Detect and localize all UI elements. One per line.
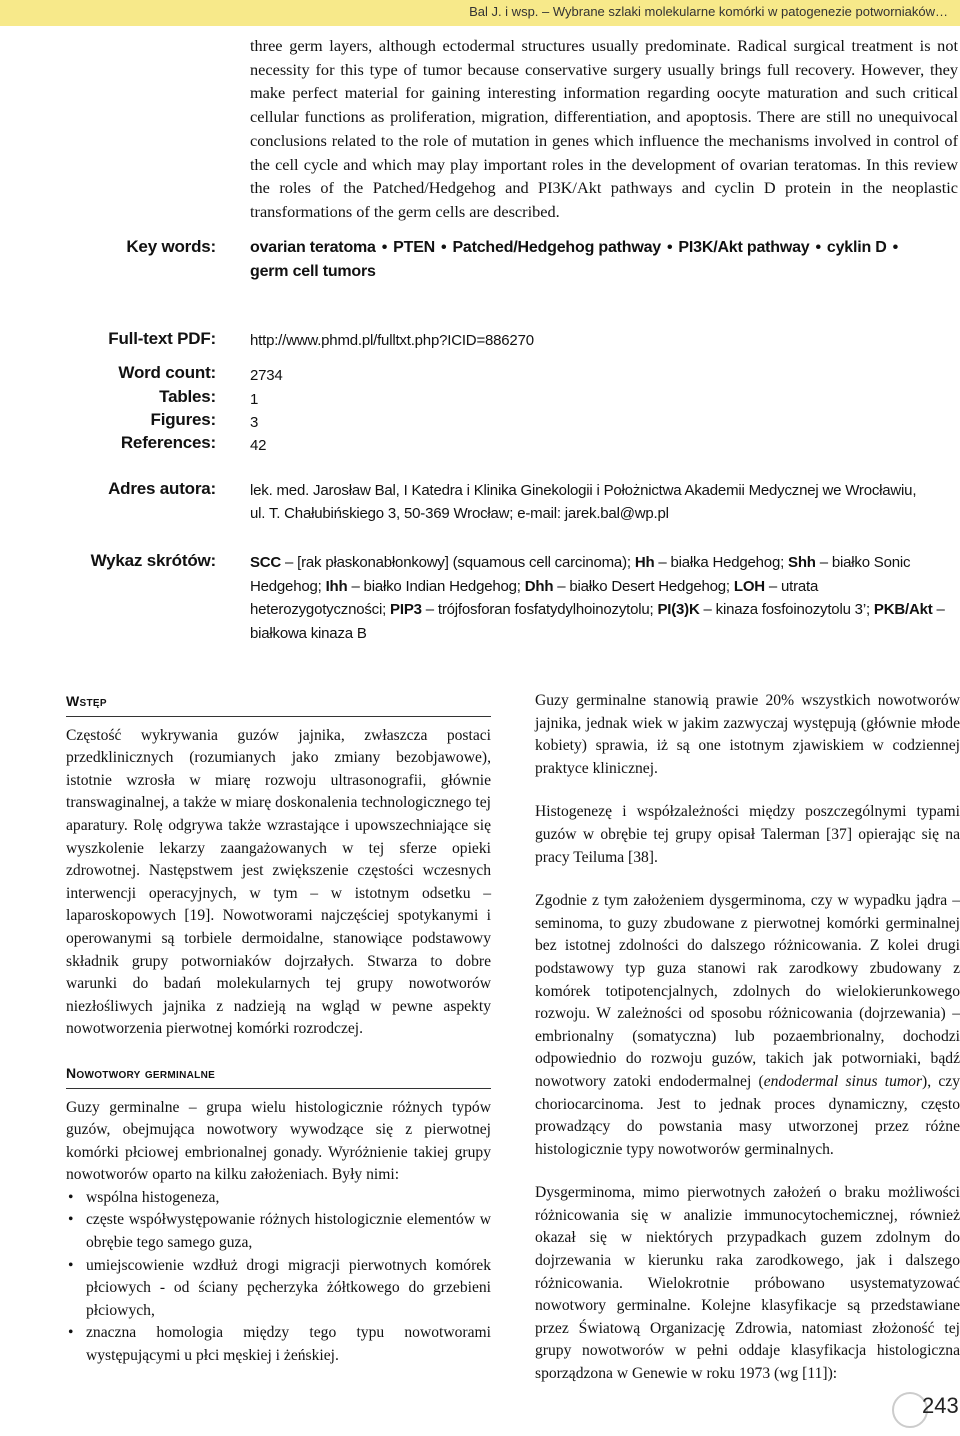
keyword: PI3K/Akt pathway	[678, 239, 810, 256]
abbr-term: PKB/Akt	[873, 601, 933, 618]
list-item: • znaczna homologia między tego typu nowotworami występującymi u płci męskiej i żeńskiej.	[66, 1322, 491, 1367]
abbr-desc: – białko Indian Hedgehog;	[347, 577, 525, 595]
keyword-separator: •	[667, 239, 673, 256]
page-number: 243	[922, 1393, 959, 1418]
list-item: • umiejscowienie wzdłuż drogi migracji pierwotnych komórek płciowych - od ściany pęcherzyka żółtkowego do grzebieni płciowych,	[66, 1255, 491, 1323]
abbr-term: Ihh	[325, 577, 348, 595]
figures-label: Figures:	[150, 410, 216, 429]
abbr-term: PIP3	[390, 601, 422, 618]
author-address	[250, 479, 950, 525]
section-heading-introduction: Wstęp	[66, 690, 491, 717]
references-label: References:	[120, 433, 216, 452]
abbr-desc: – kinaza fosfoinozytolu 3’;	[699, 601, 874, 618]
paragraph-text: Zgodnie z tym założeniem dysgerminoma, czy w wypadku jądra – seminoma, to guzy zbudowane z pierwotnej komórki germinalnej bez istotnej zdolności do dalszego różnicowania. Z kolei drugi podstawowy typ guza stanowi rak zarodkowy zbudowany z komórek totipotencjalnych, zdolnych do wielokierunkowego rozwoju. W zależności od sposobu różnicowania (dojrzewania) – embrionalny (somatyczna) lub pozaembrionalny, dochodzi odpowiednio do rozwoju guzów, takich jak potworniaki, bądź nowotwory zatoki endodermalnej (	[535, 892, 960, 1090]
paragraph: Histogenezę i współzależności między poszczególnymi typami guzów w obrębie tej grupy opisał Talerman [37] opierając się na pracy Teiluma [38].	[535, 803, 960, 866]
paragraph: Dysgerminoma, mimo pierwotnych założeń o braku możliwości różnicowania się w analizie immunocytochemicznej, również okazał się w niektórych przypadkach guzem zdolnym do dojrzewania w kierunku raka zarodkowego, jak i dalszego różnicowania. Wielokrotnie próbowano usystematyzować nowotwory germinalne. Kolejne klasyfikacje są przedstawiane przez Światową Organizację Zdrowia, natomiast złożoność tej grupy nowotworów w pełni oddaje klasyfikacja histologiczna sporządzona w Genewie w roku 1973 (wg [11]):	[535, 1184, 960, 1383]
criteria-list	[66, 1187, 491, 1368]
keyword: PTEN	[393, 239, 436, 256]
keyword: cyklin D	[826, 239, 887, 256]
keyword: germ cell tumors	[250, 263, 376, 280]
keyword-separator: •	[441, 239, 447, 256]
word-count-value: 2734	[250, 367, 283, 384]
keyword-separator: •	[892, 239, 899, 256]
word-count-label: Word count:	[118, 363, 216, 382]
right-column	[535, 690, 960, 1407]
introduction-paragraph: Częstość wykrywania guzów jajnika, zwłaszcza postaci przedklinicznych (rozumianych jako zmiany bezobjawowe), istotnie wzrosła w miarę rozwoju ultrasonografii, głównie transwaginalnej, a także w miarę doskonalenia technologicznego tej aparatury. Rolę odgrywa także wzrastające i upowszechniające się wyszkolenie lekarzy zaangażowanych w tej sferze opieki zdrowotnej. Następstwem jest zwiększenie częstości wczesnych interwencji operacyjnych, w tym – w istotnym odsetku – laparoskopowych [19]. Nowotworami najczęściej spotykanymi i operowanymi są torbiele dermoidalne, stanowiące podstawowy składnik grupy potworniaków dojrzałych. Stwarza to dobre warunki do badań molekularnych tej grupy nowotworów niezłośliwych jajnika z nadzieją na wgląd w pewne aspekty nowotworzenia pierwotnej komórki rozrodczej.	[66, 726, 491, 1038]
running-header	[0, 0, 960, 26]
abbr-desc: – białko Sonic Hedgehog;	[250, 554, 911, 595]
keywords-label: Key words:	[126, 237, 216, 256]
abbr-term: SCC	[250, 554, 282, 571]
abbreviations-list	[250, 551, 955, 645]
abbr-desc: – [rak płaskonabłonkowy] (squamous cell carcinoma);	[281, 554, 635, 571]
list-item: • częste współwystępowanie różnych histologicznie elementów w obrębie tego samego guza,	[66, 1209, 491, 1254]
author-address-line: ul. T. Chałubińskiego 3, 50-369 Wrocław; e-mail: jarek.bal@wp.pl	[250, 505, 669, 522]
keyword: Patched/Hedgehog pathway	[452, 239, 662, 256]
abbr-term: LOH	[733, 577, 765, 595]
paragraph	[535, 890, 960, 1161]
germ-cell-paragraph: Guzy germinalne – grupa wielu histologicznie różnych typów guzów, obejmująca nowotwory wywodzące się z pierwotnej komórki płciowej embrionalnej gonady. Wyróżnienie takiej grupy nowotworów oparto na kilku założeniach. Były nimi:	[66, 1098, 491, 1184]
abbr-desc: – białkowa kinaza B	[250, 601, 945, 642]
keyword-separator: •	[815, 239, 821, 256]
abbr-desc: – białko Desert Hedgehog;	[553, 577, 734, 595]
abbr-term: PI(3)K	[657, 601, 700, 618]
references-value: 42	[250, 437, 267, 454]
author-address-line: lek. med. Jarosław Bal, I Katedra i Klinika Ginekologii i Położnictwa Akademii Medycznej we Wrocławiu,	[250, 482, 917, 499]
fulltext-label: Full-text PDF:	[108, 329, 216, 348]
paragraph: Guzy germinalne stanowią prawie 20% wszystkich nowotworów jajnika, jednak wiek w jakim zazwyczaj występują (głównie młode kobiety) sprawia, iż są one istotnym zjawiskiem w codziennej praktyce klinicznej.	[535, 692, 960, 777]
left-column	[66, 690, 491, 1368]
abbr-term: Hh	[634, 554, 655, 571]
paragraph-text: ), czy choriocarcinoma. Jest to jednak proces dynamiczny, często prowadzący do powstania masy utworzonej przez różne histologicznie typy nowotworów germinalnych.	[535, 1072, 960, 1158]
abbr-desc: – trójfosforan fosfatydylhoinozytolu;	[421, 601, 658, 618]
keyword-separator: •	[381, 239, 388, 256]
section-heading-germ-cell-tumors: Nowotwory germinalne	[66, 1062, 491, 1089]
abbreviations-label: Wykaz skrótów:	[90, 551, 216, 570]
figures-value: 3	[250, 414, 259, 431]
tables-label: Tables:	[159, 387, 216, 406]
fulltext-link[interactable]: http://www.phmd.pl/fulltxt.php?ICID=886270	[250, 332, 534, 349]
running-title: Bal J. i wsp. – Wybrane szlaki molekularne komórki w patogenezie potworniaków…	[469, 4, 948, 19]
author-address-label: Adres autora:	[108, 479, 216, 498]
keywords-list	[250, 236, 940, 284]
italic-term: endodermal sinus tumor	[763, 1072, 923, 1090]
abbr-term: Shh	[788, 554, 816, 571]
abbr-desc: – utrata heterozygotyczności;	[250, 577, 819, 618]
abbr-term: Dhh	[524, 577, 554, 595]
abstract-continuation: three germ layers, although ectodermal structures usually predominate. Radical surgical treatment is not necessity for this type of tumor because conservative surgery usually brings full recovery. However, they make perfect material for gaining interesting information regarding oocyte maturation and such critical cellular functions as proliferation, migration, differentiation, and apoptosis. There are still no unequivocal conclusions related to the role of mutation in genes which influence the mechanisms involved in control of the cell cycle and which may play important roles in the development of ovarian teratomas. In this review the roles of the Patched/Hedgehog and PI3K/Akt pathways and cyclin D protein in the neoplastic transformations of the germ cells are described.	[250, 36, 958, 221]
abbr-desc: – białka Hedgehog;	[654, 554, 789, 571]
list-item: • wspólna histogeneza,	[66, 1187, 491, 1210]
keyword: ovarian teratoma	[250, 239, 376, 256]
tables-value: 1	[250, 391, 259, 408]
